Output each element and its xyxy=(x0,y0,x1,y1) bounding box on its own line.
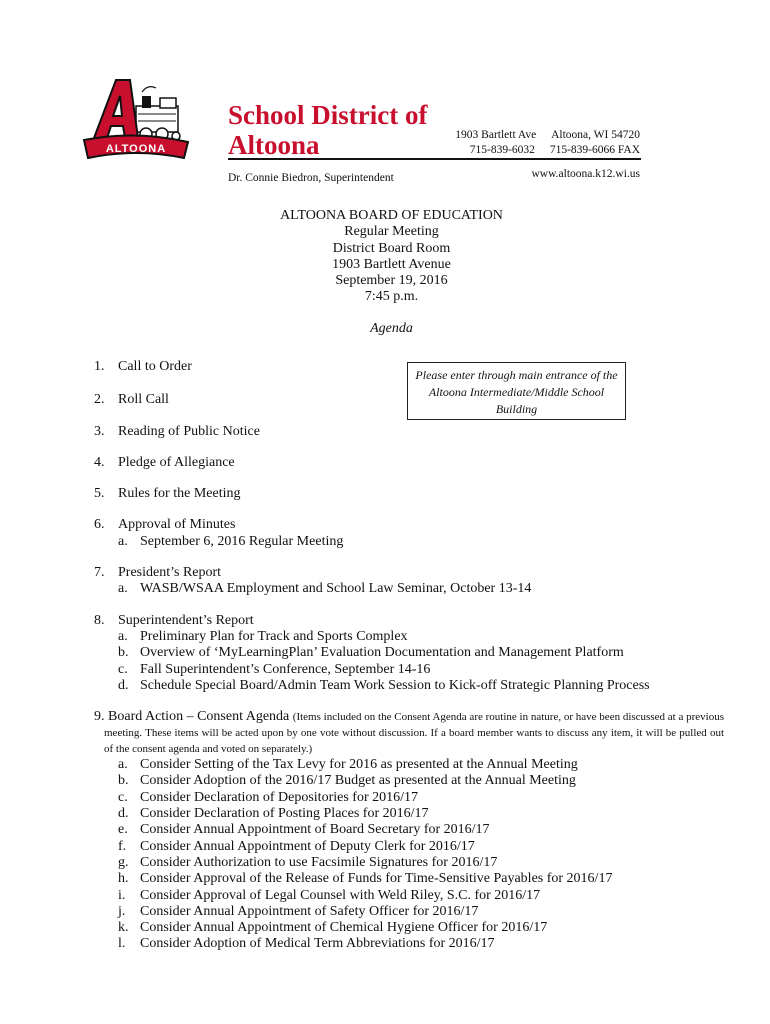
agenda-subitem xyxy=(94,920,724,936)
city: Altoona, WI 54720 xyxy=(551,129,640,141)
subitem-letter: c. xyxy=(118,661,128,677)
subitem-text: Consider Approval of Legal Counsel with Weld Riley, S.C. for 2016/17 xyxy=(140,887,541,903)
agenda-item-heading xyxy=(94,613,724,629)
subitem-text: Overview of ‘MyLearningPlan’ Evaluation Documentation and Management Platform xyxy=(140,645,624,661)
meeting-type: Regular Meeting xyxy=(344,224,439,240)
agenda-subitem xyxy=(94,645,724,661)
subitem-text: Preliminary Plan for Track and Sports Complex xyxy=(140,628,408,644)
agenda-item-heading xyxy=(94,565,724,581)
agenda-item-title: Pledge of Allegiance xyxy=(118,454,235,470)
agenda-item-number: 5. xyxy=(94,486,105,502)
agenda-subitem xyxy=(94,855,724,871)
fax: 715-839-6066 FAX xyxy=(549,144,640,156)
subitem-letter: a. xyxy=(118,628,128,644)
subitem-letter: l. xyxy=(118,936,126,952)
agenda-subitem xyxy=(94,629,724,645)
subitem-letter: e. xyxy=(118,822,128,838)
subitem-text: Schedule Special Board/Admin Team Work Session to Kick-off Strategic Planning Process xyxy=(140,677,650,693)
website-link[interactable]: www.altoona.k12.wi.us xyxy=(531,168,640,180)
meeting-date: September 19, 2016 xyxy=(335,273,448,289)
header-divider xyxy=(228,158,641,160)
agenda-item-number: 8. xyxy=(94,612,105,628)
agenda-item-heading xyxy=(94,455,724,471)
meeting-location: District Board Room xyxy=(332,240,451,256)
agenda-subitem xyxy=(94,662,724,678)
agenda-item-heading xyxy=(94,517,724,533)
agenda-item-number: 3. xyxy=(94,423,105,439)
meeting-address: 1903 Bartlett Avenue xyxy=(332,256,451,272)
agenda-item-number: 6. xyxy=(94,517,105,533)
subitem-letter: h. xyxy=(118,871,129,887)
agenda-item-title: Superintendent’s Report xyxy=(118,612,254,628)
agenda-item-heading xyxy=(94,709,724,757)
subitem-text: Consider Declaration of Posting Places for 2016/17 xyxy=(140,806,429,822)
subitem-text: Consider Approval of the Release of Funds for Time-Sensitive Payables for 2016/17 xyxy=(140,871,613,887)
agenda-subitem xyxy=(94,839,724,855)
agenda-subitem xyxy=(94,757,724,773)
subitem-letter: c. xyxy=(118,789,128,805)
agenda-list xyxy=(94,359,724,953)
agenda-subitem xyxy=(94,773,724,789)
agenda-item xyxy=(94,486,724,502)
agenda-item-title: Call to Order xyxy=(118,359,192,374)
subitem-text: Consider Annual Appointment of Deputy Clerk for 2016/17 xyxy=(140,838,475,854)
subitem-text: Consider Annual Appointment of Safety Officer for 2016/17 xyxy=(140,903,479,919)
district-logo xyxy=(80,76,192,176)
agenda-subitem xyxy=(94,936,724,952)
subitem-text: Consider Authorization to use Facsimile Signatures for 2016/17 xyxy=(140,854,498,870)
agenda-subitem xyxy=(94,581,724,597)
subitem-letter: a. xyxy=(118,757,128,773)
subitem-text: Fall Superintendent’s Conference, September 14-16 xyxy=(140,661,431,677)
agenda-subitem xyxy=(94,534,724,550)
meeting-time: 7:45 p.m. xyxy=(364,289,419,305)
agenda-item xyxy=(94,392,724,408)
agenda-heading: Agenda xyxy=(370,320,413,336)
subitem-text: WASB/WSAA Employment and School Law Seminar, October 13-14 xyxy=(140,581,532,597)
agenda-item-title: 9. Board Action – Consent Agenda xyxy=(94,709,293,725)
agenda-item xyxy=(94,359,724,375)
agenda-subitem xyxy=(94,790,724,806)
contact-block xyxy=(455,128,640,158)
agenda-subitem xyxy=(94,871,724,887)
subitem-letter: a. xyxy=(118,581,128,597)
subitem-text: Consider Declaration of Depositories for 2016/17 xyxy=(140,789,418,805)
agenda-item-heading xyxy=(94,424,724,440)
agenda-item-number: 4. xyxy=(94,454,105,470)
agenda-item-number: 7. xyxy=(94,565,105,581)
agenda-item-heading xyxy=(94,359,724,375)
agenda-item xyxy=(94,709,724,953)
subitem-letter: d. xyxy=(118,806,129,822)
subitem-letter: b. xyxy=(118,773,129,789)
subitem-letter: b. xyxy=(118,645,129,661)
agenda-item xyxy=(94,517,724,550)
phone: 715-839-6032 xyxy=(469,144,535,156)
agenda-item-title: President’s Report xyxy=(118,565,222,581)
entrance-notice: Please enter through main entrance of the Altoona Intermediate/Middle School Building xyxy=(407,362,626,420)
agenda-item-title: Approval of Minutes xyxy=(118,517,236,533)
subitem-text: Consider Annual Appointment of Chemical Hygiene Officer for 2016/17 xyxy=(140,920,548,936)
agenda-subitem xyxy=(94,822,724,838)
subitem-text: September 6, 2016 Regular Meeting xyxy=(140,533,344,549)
agenda-subitem xyxy=(94,678,724,694)
subitem-text: Consider Adoption of the 2016/17 Budget as presented at the Annual Meeting xyxy=(140,773,576,789)
agenda-item-title: Reading of Public Notice xyxy=(118,423,260,439)
consent-agenda-note: (Items included on the Consent Agenda are routine in nature, or have been discussed at a previous meeting. These items will be acted upon by one vote without discussion. If a board member wants to discuss any item, it will be pulled out of the consent agenda and voted on separately.) xyxy=(104,711,724,756)
subitem-letter: d. xyxy=(118,677,129,693)
agenda-subitem xyxy=(94,806,724,822)
agenda-item xyxy=(94,565,724,598)
agenda-item-heading xyxy=(94,486,724,502)
locomotive-icon xyxy=(136,87,180,140)
subitem-letter: k. xyxy=(118,920,129,936)
agenda-item-title: Roll Call xyxy=(118,392,169,408)
agenda-item-number: 2. xyxy=(94,392,105,408)
district-name: School District of Altoona xyxy=(228,100,428,160)
agenda-item xyxy=(94,455,724,471)
board-title: ALTOONA BOARD OF EDUCATION xyxy=(280,208,503,223)
agenda-item xyxy=(94,613,724,694)
agenda-item xyxy=(94,424,724,440)
agenda-item-title: Rules for the Meeting xyxy=(118,486,241,502)
subitem-letter: i. xyxy=(118,887,126,903)
address: 1903 Bartlett Ave xyxy=(455,129,537,141)
subitem-text: Consider Annual Appointment of Board Secretary for 2016/17 xyxy=(140,822,490,838)
subitem-letter: a. xyxy=(118,533,128,549)
agenda-item-number: 1. xyxy=(94,359,105,374)
agenda-item-heading xyxy=(94,392,724,408)
subitem-letter: f. xyxy=(118,838,127,854)
subitem-text: Consider Setting of the Tax Levy for 2016 as presented at the Annual Meeting xyxy=(140,757,578,773)
agenda-subitem xyxy=(94,888,724,904)
meeting-info xyxy=(0,208,770,337)
superintendent-line: Dr. Connie Biedron, Superintendent xyxy=(228,172,394,184)
subitem-letter: g. xyxy=(118,854,129,870)
subitem-letter: j. xyxy=(118,903,126,919)
agenda-subitem xyxy=(94,904,724,920)
logo-banner-text: ALTOONA xyxy=(105,143,167,155)
subitem-text: Consider Adoption of Medical Term Abbreviations for 2016/17 xyxy=(140,936,495,952)
